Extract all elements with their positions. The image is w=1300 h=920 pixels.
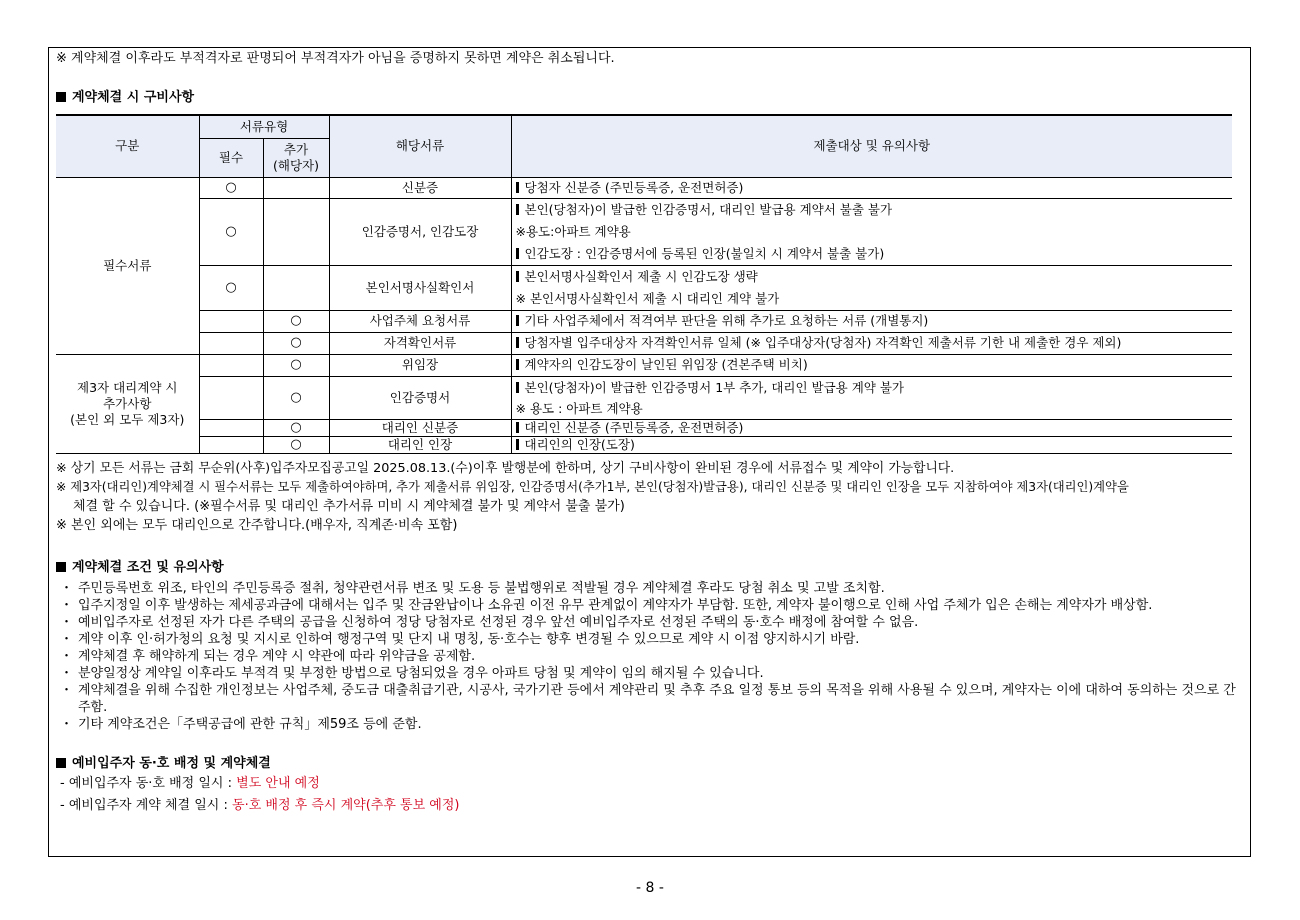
bar-bullet-icon bbox=[516, 248, 519, 259]
table-row bbox=[56, 198, 1232, 265]
document-note: 본인(당첨자)이 발급한 인감증명서, 대리인 발급용 계약서 불출 불가 ※용도:아파트 계약용 인감도장 : 인감증명서에 등록된 인장(불일치 시 계약서 불출 불가) bbox=[511, 198, 1232, 265]
document-note: 기타 사업주체에서 적격여부 판단을 위해 추가로 요청하는 서류 (개별통지) bbox=[511, 310, 1232, 332]
required-documents-table bbox=[56, 114, 1232, 454]
square-bullet-icon bbox=[56, 758, 66, 768]
table-row bbox=[56, 436, 1232, 453]
header-document: 해당서류 bbox=[329, 115, 511, 177]
reserve-assign-date: - 예비입주자 동·호 배정 일시 : 별도 안내 예정 bbox=[60, 775, 320, 791]
document-note: 당첨자 신분증 (주민등록증, 운전면허증) bbox=[511, 177, 1232, 198]
document-note: 대리인 신분증 (주민등록증, 운전면허증) bbox=[511, 419, 1232, 436]
section-title: 예비입주자 동·호 배정 및 계약체결 bbox=[72, 755, 271, 771]
page-number: - 8 - bbox=[636, 880, 664, 896]
list-item: ・ 계약 이후 인·허가청의 요청 및 지시로 인하여 행정구역 및 단지 내 명칭, 동·호수는 향후 변경될 수 있으므로 계약 시 이점 양지하시기 바람. bbox=[60, 631, 860, 647]
dot-bullet-icon: ・ bbox=[60, 631, 74, 647]
bar-bullet-icon bbox=[516, 182, 519, 193]
top-notice: ※ 계약체결 이후라도 부적격자로 판명되어 부적격자가 아님을 증명하지 못하면 계약은 취소됩니다. bbox=[56, 51, 615, 66]
dot-bullet-icon: ・ bbox=[60, 665, 74, 681]
section-heading-conditions bbox=[56, 558, 1250, 577]
list-item: ・ 계약체결을 위해 수집한 개인정보는 사업주체, 중도금 대출취급기관, 시공사, 국가기관 등에서 계약관리 및 추후 주요 일정 통보 등의 목적을 위해 사용될 수 있으며, 계약자는 이에 대하여 동의하는 것으로 간주함. bbox=[60, 682, 1236, 715]
bar-bullet-icon bbox=[516, 359, 519, 370]
bar-bullet-icon bbox=[516, 204, 519, 215]
note-line: 체결 할 수 있습니다. (※필수서류 및 대리인 추가서류 미비 시 계약체결 불가 및 계약서 불출 불가) bbox=[73, 498, 625, 514]
list-item: ・ 예비입주자로 선정된 자가 다른 주택의 공급을 신청하여 정당 당첨자로 선정된 경우 앞선 예비입주자로 선정된 주택의 동·호수 배정에 참여할 수 없음. bbox=[60, 614, 919, 630]
required-mark: ○ bbox=[199, 177, 263, 198]
bar-bullet-icon bbox=[516, 315, 519, 326]
required-mark: ○ bbox=[199, 198, 263, 265]
table-row bbox=[56, 376, 1232, 419]
table-row bbox=[56, 177, 1232, 198]
section-heading-reserve bbox=[56, 754, 1250, 773]
dot-bullet-icon: ・ bbox=[60, 716, 74, 732]
additional-mark: ○ bbox=[263, 354, 329, 376]
table-row bbox=[56, 354, 1232, 376]
header-category: 구분 bbox=[56, 115, 199, 177]
highlighted-value: 동·호 배정 후 즉시 계약(추후 통보 예정) bbox=[232, 797, 460, 813]
table-row bbox=[56, 419, 1232, 436]
header-additional-sub: (해당자) bbox=[273, 157, 319, 173]
document-name: 인감증명서 bbox=[329, 376, 511, 419]
dot-bullet-icon: ・ bbox=[60, 682, 74, 698]
document-frame bbox=[48, 47, 1251, 857]
bar-bullet-icon bbox=[516, 439, 519, 450]
reserve-contract-date: - 예비입주자 계약 체결 일시 : 동·호 배정 후 즉시 계약(추후 통보 예정) bbox=[60, 797, 460, 813]
list-item: ・ 기타 계약조건은「주택공급에 관한 규칙」제59조 등에 준함. bbox=[60, 716, 422, 732]
additional-mark: ○ bbox=[263, 436, 329, 453]
section-title: 계약체결 시 구비사항 bbox=[72, 90, 195, 105]
conditions-list bbox=[56, 580, 1250, 733]
document-name: 위임장 bbox=[329, 354, 511, 376]
document-name: 사업주체 요청서류 bbox=[329, 310, 511, 332]
square-bullet-icon bbox=[56, 562, 66, 572]
document-name: 대리인 인장 bbox=[329, 436, 511, 453]
additional-mark: ○ bbox=[263, 419, 329, 436]
note-line: ※ 상기 모든 서류는 금회 무순위(사후)입주자모집공고일 2025.08.13.(수)이후 발행분에 한하며, 상기 구비사항이 완비된 경우에 서류접수 및 계약이 가능합니다. bbox=[56, 460, 955, 476]
note-line: ※ 제3자(대리인)계약체결 시 필수서류는 모두 제출하여야하며, 추가 제출서류 위임장, 인감증명서(추가1부, 본인(당첨자)발급용), 대리인 신분증 및 대리인 인장을 모두 지참하여야 제3자(대리인)계약을 bbox=[56, 479, 1129, 494]
list-item: ・ 입주지정일 이후 발생하는 제세공과금에 대해서는 입주 및 잔금완납이나 소유권 이전 유무 관계없이 계약자가 부담함. 또한, 계약자 불이행으로 인해 사업 주체가 입은 손해는 계약자가 배상함. bbox=[60, 597, 1153, 613]
header-additional bbox=[263, 138, 329, 177]
document-name: 자격확인서류 bbox=[329, 332, 511, 354]
section-heading-requirements bbox=[56, 88, 1250, 107]
list-item: ・ 주민등록번호 위조, 타인의 주민등록증 절취, 청약관련서류 변조 및 도용 등 불법행위로 적발될 경우 계약체결 후라도 당첨 취소 및 고발 조치함. bbox=[60, 580, 885, 596]
header-doc-type: 서류유형 bbox=[199, 115, 329, 138]
list-item: ・ 분양일정상 계약일 이후라도 부적격 및 부정한 방법으로 당첨되었을 경우 아파트 당첨 및 계약이 임의 해지될 수 있습니다. bbox=[60, 665, 764, 681]
square-bullet-icon bbox=[56, 92, 66, 102]
additional-mark: ○ bbox=[263, 332, 329, 354]
dot-bullet-icon: ・ bbox=[60, 597, 74, 613]
group-label-proxy: 제3자 대리계약 시 추가사항 (본인 외 모두 제3자) bbox=[56, 354, 199, 453]
additional-mark: ○ bbox=[263, 310, 329, 332]
document-note: 대리인의 인장(도장) bbox=[511, 436, 1232, 453]
highlighted-value: 별도 안내 예정 bbox=[236, 775, 320, 791]
bar-bullet-icon bbox=[516, 337, 519, 348]
document-name: 인감증명서, 인감도장 bbox=[329, 198, 511, 265]
table-row bbox=[56, 332, 1232, 354]
dot-bullet-icon: ・ bbox=[60, 614, 74, 630]
document-name: 본인서명사실확인서 bbox=[329, 265, 511, 310]
required-mark: ○ bbox=[199, 265, 263, 310]
document-note: 당첨자별 입주대상자 자격확인서류 일체 (※ 입주대상자(당첨자) 자격확인 제출서류 기한 내 제출한 경우 제외) bbox=[511, 332, 1232, 354]
document-name: 신분증 bbox=[329, 177, 511, 198]
bar-bullet-icon bbox=[516, 422, 519, 433]
header-additional-label: 추가 bbox=[283, 141, 309, 157]
header-required: 필수 bbox=[199, 138, 263, 177]
section-title: 계약체결 조건 및 유의사항 bbox=[72, 559, 224, 575]
group-label-required-docs: 필수서류 bbox=[56, 177, 199, 354]
dot-bullet-icon: ・ bbox=[60, 648, 74, 664]
document-note: 계약자의 인감도장이 날인된 위임장 (견본주택 비치) bbox=[511, 354, 1232, 376]
table-row bbox=[56, 265, 1232, 310]
list-item: ・ 계약체결 후 해약하게 되는 경우 계약 시 약관에 따라 위약금을 공제함. bbox=[60, 648, 476, 664]
bar-bullet-icon bbox=[516, 382, 519, 393]
header-notes: 제출대상 및 유의사항 bbox=[511, 115, 1232, 177]
document-note: 본인(당첨자)이 발급한 인감증명서 1부 추가, 대리인 발급용 계약 불가 ※ 용도 : 아파트 계약용 bbox=[511, 376, 1232, 419]
bar-bullet-icon bbox=[516, 271, 519, 282]
document-note: 본인서명사실확인서 제출 시 인감도장 생략 ※ 본인서명사실확인서 제출 시 대리인 계약 불가 bbox=[511, 265, 1232, 310]
note-line: ※ 본인 외에는 모두 대리인으로 간주합니다.(배우자, 직계존·비속 포함) bbox=[56, 517, 458, 533]
additional-mark: ○ bbox=[263, 376, 329, 419]
requirements-notes bbox=[56, 459, 1250, 535]
dot-bullet-icon: ・ bbox=[60, 580, 74, 596]
document-name: 대리인 신분증 bbox=[329, 419, 511, 436]
table-row bbox=[56, 310, 1232, 332]
